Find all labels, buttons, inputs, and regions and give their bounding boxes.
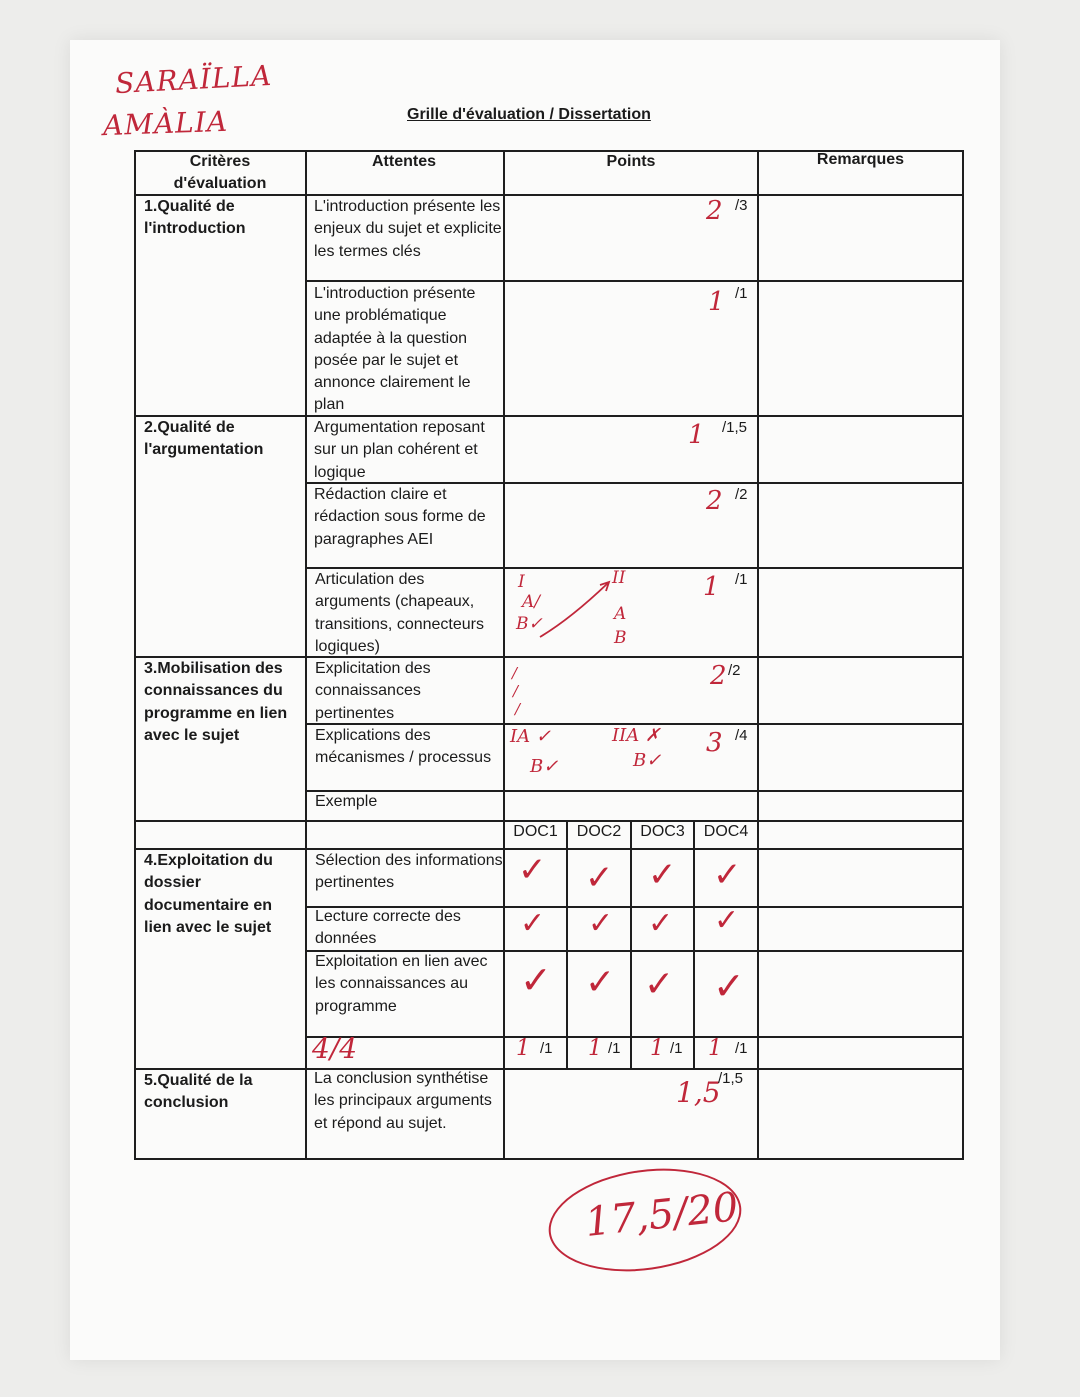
note-row-7-B: B✓ — [530, 756, 559, 777]
dash-mark-2: / — [513, 682, 519, 700]
expectation-row-3: Argumentation reposant sur un plan cohérent et logique — [314, 419, 485, 481]
grid-line — [630, 820, 632, 1068]
doc3-score: 1 — [650, 1036, 664, 1061]
expectation-row-4: Rédaction claire et rédaction sous forme de paragraphes AEI — [314, 486, 486, 548]
note-row-7-IIA: IIA ✗ — [612, 725, 661, 746]
expectation-doc-row-2: Lecture correcte des données — [315, 908, 461, 948]
expectation-row-7: Explications des mécanismes / processus — [315, 727, 492, 767]
check-doc3-selection: ✓ — [648, 855, 677, 895]
note-row-7-IA: IA ✓ — [510, 726, 551, 747]
check-doc1-selection: ✓ — [518, 850, 547, 890]
student-name-line2: AMÀLIA — [102, 104, 229, 143]
doc1-score: 1 — [516, 1036, 530, 1061]
grid-line — [503, 150, 505, 1160]
check-doc4-exploitation: ✓ — [713, 964, 745, 1008]
doc2-score: 1 — [588, 1036, 602, 1061]
doc1-max: /1 — [540, 1040, 553, 1057]
expectation-doc-row-3: Exploitation en lien avec les connaissances au programme — [315, 953, 488, 1015]
criterion-documents: 4.Exploitation du dossier documentaire en lien avec le sujet — [144, 852, 273, 936]
criterion-conclusion: 5.Qualité de la conclusion — [144, 1072, 253, 1112]
arrow-transition-icon — [530, 575, 620, 650]
max-conclusion: /1,5 — [718, 1070, 744, 1087]
note-row-5-part1-A: A/ — [522, 592, 541, 612]
doc4-score: 1 — [708, 1036, 722, 1061]
doc-header-1: DOC1 — [513, 823, 558, 840]
expectation-row-8: Exemple — [315, 793, 378, 810]
check-doc4-reading: ✓ — [714, 903, 740, 938]
note-row-5-part2-B: B — [614, 628, 627, 648]
criterion-introduction: 1.Qualité de l'introduction — [144, 198, 246, 238]
max-row-7: /4 — [735, 727, 748, 744]
max-row-2: /1 — [735, 285, 748, 302]
score-row-5: 1 — [703, 572, 720, 602]
dash-mark-1: / — [512, 664, 518, 682]
doc-subtotal: 4/4 — [312, 1032, 358, 1065]
score-row-6: 2 — [710, 661, 727, 691]
student-name-line1: SARAÏLLA — [114, 58, 273, 101]
note-row-5-part1-B: B✓ — [516, 614, 543, 634]
note-row-5-part2-II: II — [612, 568, 626, 588]
grid-line — [305, 280, 964, 282]
doc-header-3: DOC3 — [640, 823, 685, 840]
check-doc4-selection: ✓ — [713, 855, 742, 895]
criterion-knowledge: 3.Mobilisation des connaissances du programme en lien avec le sujet — [144, 660, 288, 744]
check-doc3-reading: ✓ — [648, 906, 674, 941]
grid-line — [566, 820, 568, 1068]
total-score: 17,5/20 — [583, 1184, 741, 1246]
check-doc1-reading: ✓ — [520, 906, 546, 941]
score-conclusion: 1,5 — [676, 1076, 721, 1109]
note-row-7-B2: B✓ — [633, 750, 662, 771]
criterion-argumentation: 2.Qualité de l'argumentation — [144, 419, 264, 459]
score-row-1: 2 — [706, 196, 723, 226]
doc4-max: /1 — [735, 1040, 748, 1057]
check-doc2-reading: ✓ — [588, 906, 614, 941]
header-points: Points — [606, 153, 656, 170]
expectation-row-5: Articulation des arguments (chapeaux, transitions, connecteurs logiques) — [315, 571, 484, 655]
note-row-5-part1-I: I — [518, 572, 525, 592]
expectation-row-1: L'introduction présente les enjeux du sujet et explicite les termes clés — [314, 198, 502, 260]
check-doc1-exploitation: ✓ — [520, 958, 552, 1002]
note-row-5-part2-A: A — [614, 604, 627, 624]
score-row-3: 1 — [688, 420, 705, 450]
doc2-max: /1 — [608, 1040, 621, 1057]
grid-line-bottom — [134, 1158, 964, 1160]
max-row-3: /1,5 — [722, 419, 748, 436]
grid-line — [757, 150, 759, 1160]
header-expectations: Attentes — [371, 153, 436, 170]
grid-line — [305, 150, 307, 1160]
expectation-row-2: L'introduction présente une problématique adaptée à la question posée par le sujet et annonce clairement le plan — [314, 285, 476, 414]
check-doc3-exploitation: ✓ — [644, 964, 675, 1005]
doc-header-4: DOC4 — [703, 823, 749, 840]
max-row-5: /1 — [735, 571, 748, 588]
max-row-6: /2 — [728, 662, 741, 679]
header-criteria: Critères d'évaluation — [173, 153, 267, 193]
expectation-row-6: Explicitation des connaissances pertinentes — [315, 660, 431, 722]
grid-line — [305, 1036, 964, 1038]
expectation-doc-row-1: Sélection des informations pertinentes — [315, 852, 503, 892]
page-title: Grille d'évaluation / Dissertation — [407, 106, 651, 123]
score-row-7: 3 — [706, 728, 723, 758]
check-doc2-exploitation: ✓ — [585, 962, 616, 1003]
max-row-4: /2 — [735, 486, 748, 503]
score-row-4: 2 — [706, 486, 723, 516]
grid-line — [693, 820, 695, 1068]
doc3-max: /1 — [670, 1040, 683, 1057]
expectation-conclusion: La conclusion synthétise les principaux arguments et répond au sujet. — [314, 1070, 492, 1132]
max-row-1: /3 — [735, 197, 748, 214]
header-remarks: Remarques — [816, 151, 905, 168]
check-doc2-selection: ✓ — [585, 858, 614, 898]
dash-mark-3: / — [515, 700, 521, 718]
grid-line — [962, 150, 964, 1160]
score-row-2: 1 — [708, 287, 725, 317]
grid-line — [134, 150, 136, 1160]
doc-header-2: DOC2 — [576, 823, 622, 840]
